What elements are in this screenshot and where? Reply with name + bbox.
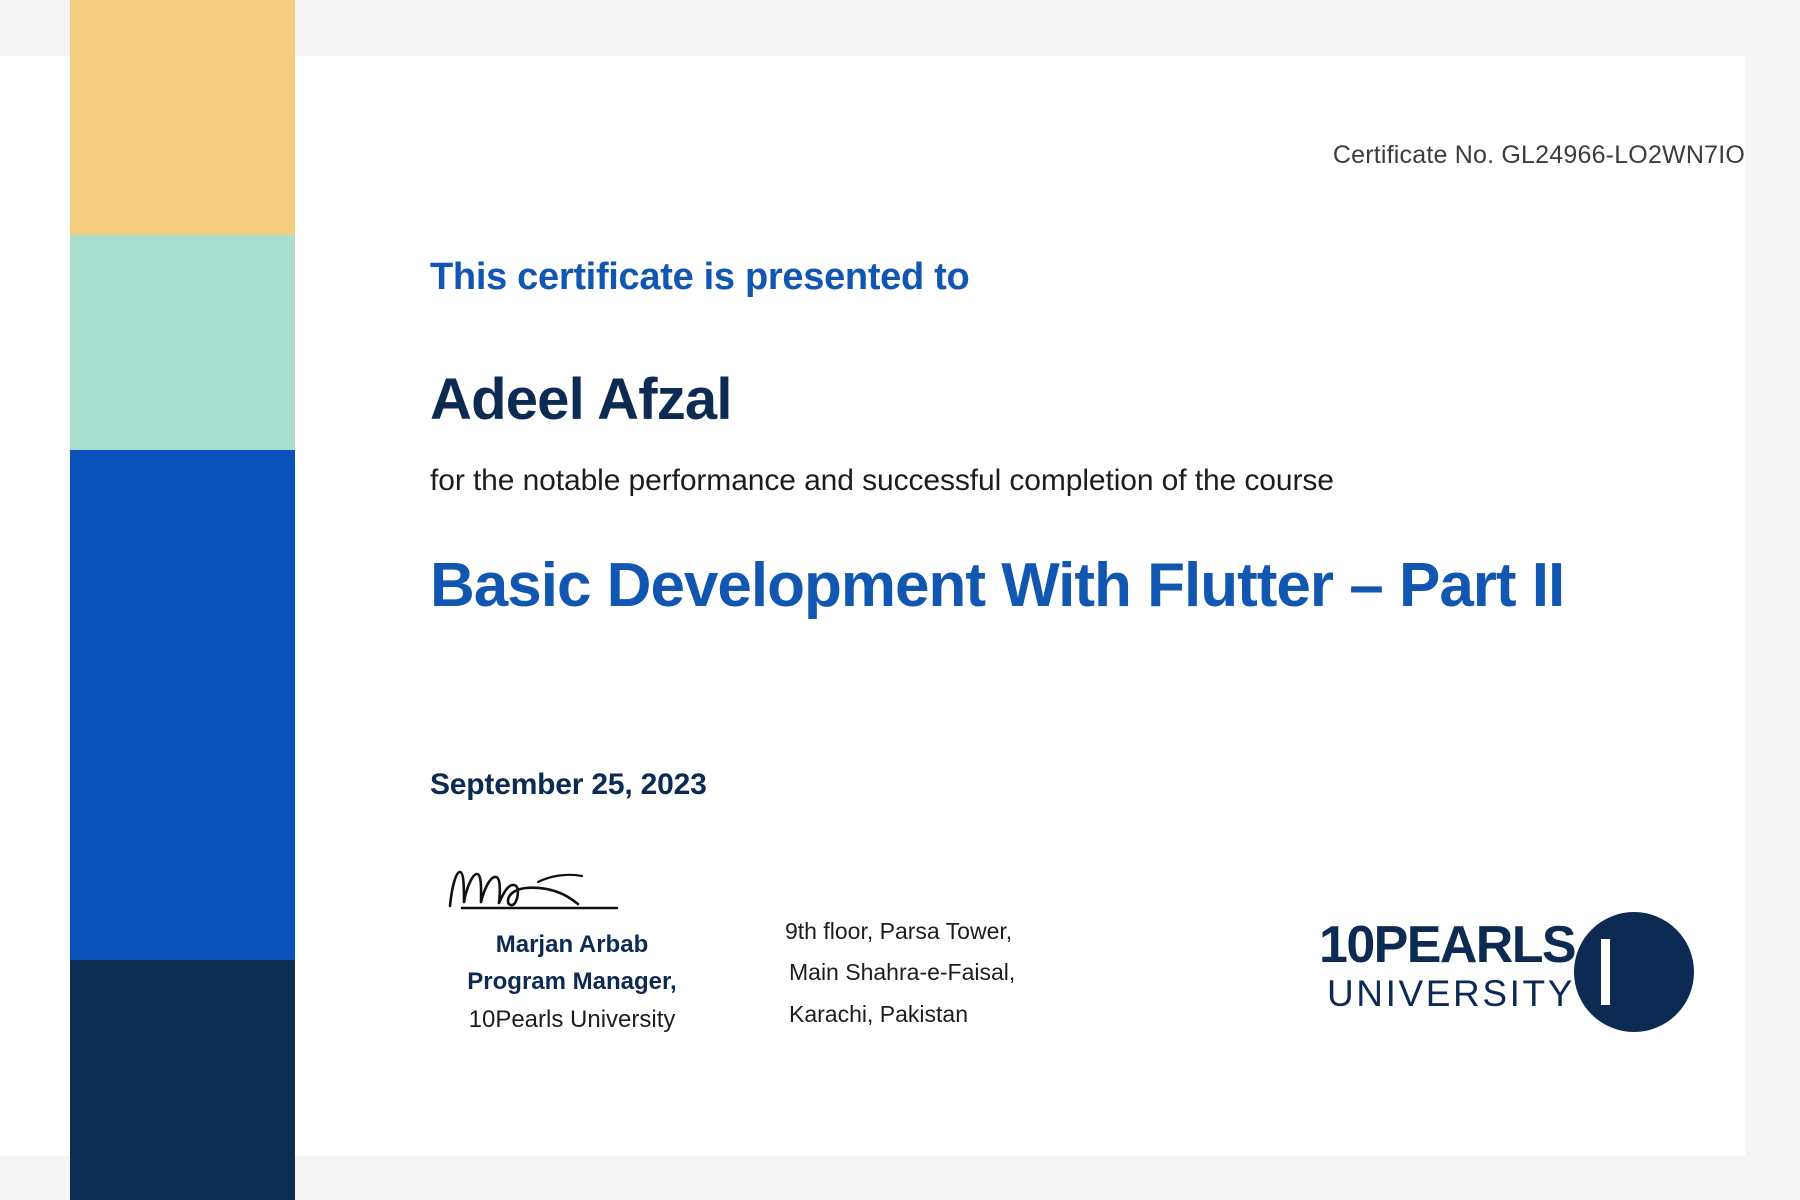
organization-address: [785, 911, 1015, 1035]
certificate-number: Certificate No. GL24966-LO2WN7IO: [1332, 141, 1745, 169]
color-band-sand: [70, 0, 295, 235]
decorative-color-bar: [70, 0, 295, 1200]
color-band-navy: [70, 960, 295, 1200]
certificate-content: [430, 56, 1745, 1156]
logo-text-top: 10PEARLS: [1319, 916, 1575, 974]
address-line-2: Main Shahra-e-Faisal,: [789, 959, 1016, 986]
achievement-subtitle: for the notable performance and successful completion of the course: [430, 464, 1334, 497]
address-line-1: 9th floor, Parsa Tower,: [785, 918, 1013, 944]
presented-to-heading: This certificate is presented to: [430, 256, 970, 298]
10pearls-university-logo: [1270, 911, 1700, 1036]
signatory-name: Marjan Arbab: [495, 931, 649, 958]
signature-block: [442, 856, 702, 1034]
completion-date: September 25, 2023: [430, 768, 707, 801]
signatory-name-title: [442, 926, 702, 1000]
handwritten-signature-icon: [442, 856, 702, 916]
color-band-blue: [70, 450, 295, 960]
course-title: Basic Development With Flutter – Part II: [430, 551, 1565, 620]
color-band-mint: [70, 235, 295, 450]
recipient-name: Adeel Afzal: [430, 367, 732, 432]
signatory-title: Program Manager,: [467, 968, 677, 996]
address-line-3: Karachi, Pakistan: [789, 1000, 968, 1027]
logo-wordmark: [1270, 916, 1575, 1016]
logo-text-bottom: UNIVERSITY: [1326, 973, 1575, 1014]
signatory-organization: 10Pearls University: [468, 1006, 676, 1034]
logo-circle-icon: [1573, 911, 1695, 1038]
